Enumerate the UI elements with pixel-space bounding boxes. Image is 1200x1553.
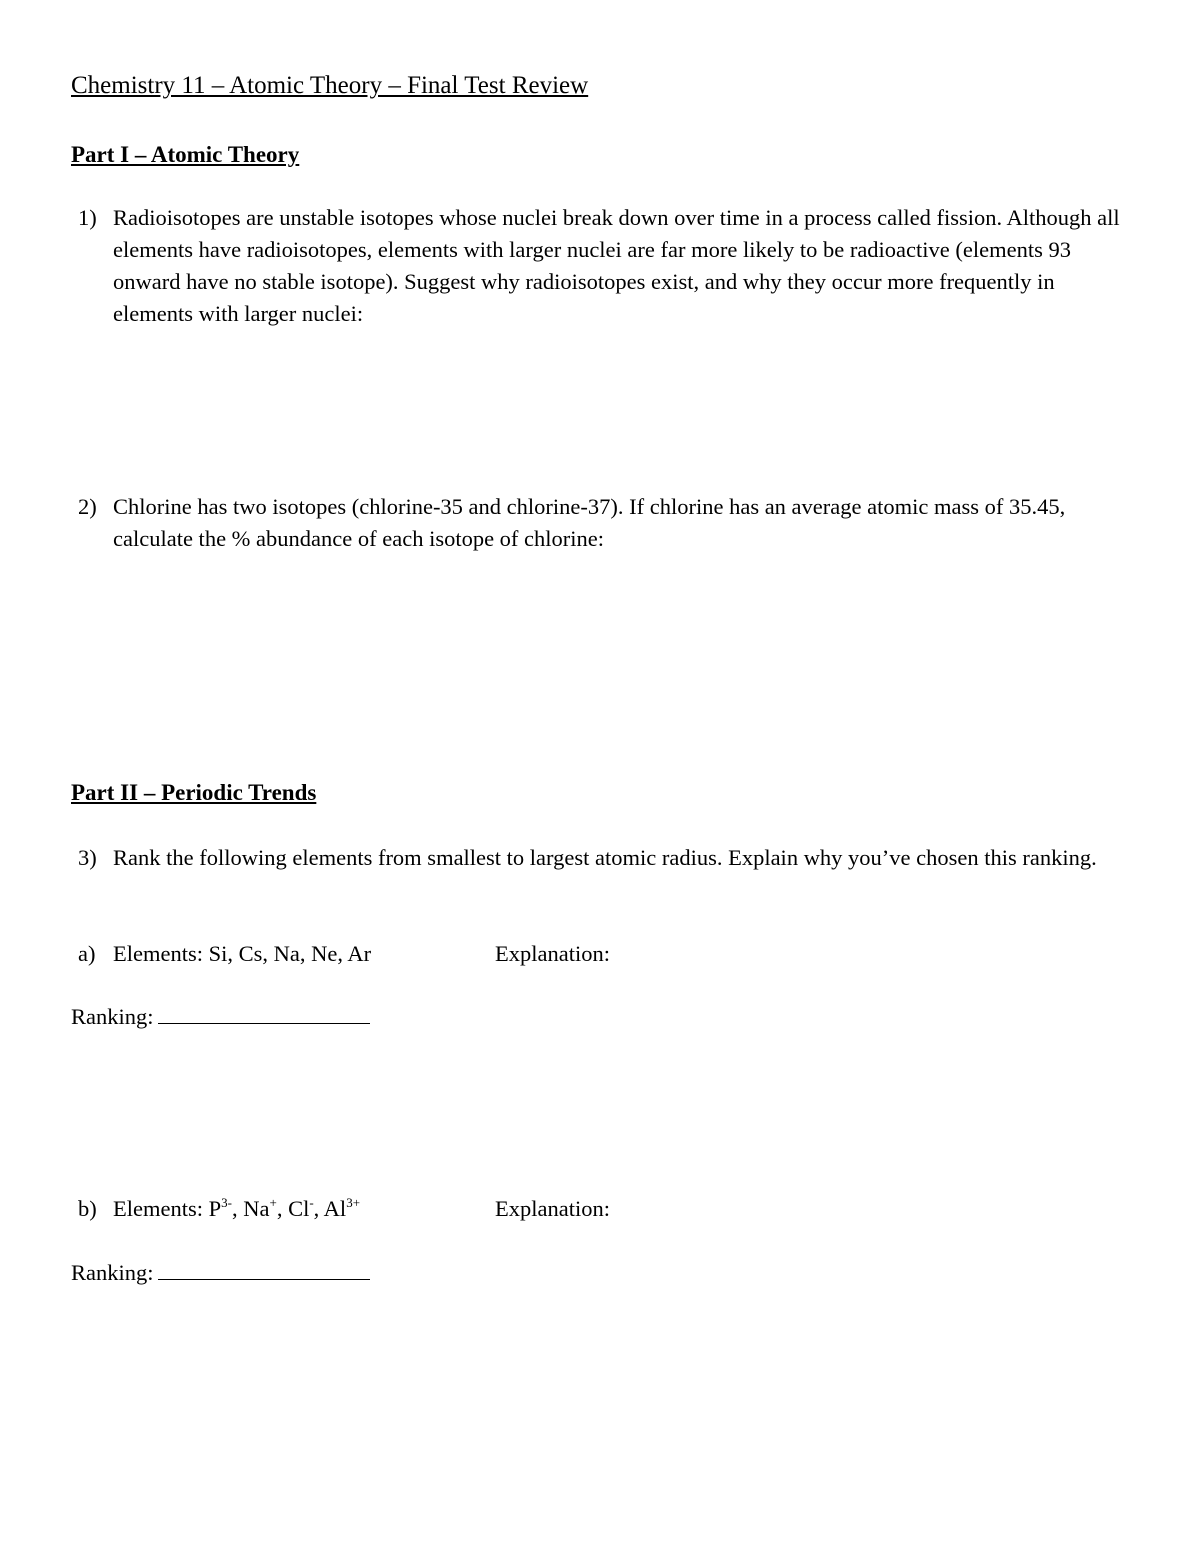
subquestion-b-sep2: , Cl	[276, 1196, 310, 1221]
question-1	[78, 202, 1128, 330]
subquestion-b-ranking	[71, 1257, 370, 1289]
part1-heading: Part I – Atomic Theory	[71, 142, 300, 167]
subquestion-b-sep1: , Na	[231, 1196, 270, 1221]
document-title: Chemistry 11 – Atomic Theory – Final Test Review	[71, 72, 589, 99]
question-3	[78, 842, 1128, 874]
question-2	[78, 491, 1128, 555]
subquestion-a-explanation-label: Explanation:	[495, 941, 610, 966]
subquestion-b-sep3: , Al	[313, 1196, 347, 1221]
question-1-text: Radioisotopes are unstable isotopes whose nuclei break down over time in a process called fission. Although all elements have radioisotopes, elements with larger nuclei are far more likely to be radioactive (elements 93 onward have no stable isotope). Suggest why radioisotopes exist, and why they occur more frequently in elements with larger nuclei:	[113, 205, 1120, 326]
subquestion-b-ranking-blank[interactable]	[158, 1261, 370, 1280]
subquestion-b-elements-prefix: Elements: P	[113, 1196, 222, 1221]
subquestion-a-label: a)	[78, 941, 96, 966]
subquestion-b-explanation-label: Explanation:	[495, 1196, 610, 1221]
question-3-number: 3)	[78, 845, 97, 870]
part2-heading: Part II – Periodic Trends	[71, 780, 317, 805]
subquestion-a-elements: Elements: Si, Cs, Na, Ne, Ar	[113, 941, 372, 966]
ion-p-charge: 3-	[221, 1195, 232, 1210]
ion-na-charge: +	[269, 1195, 277, 1210]
ion-al-charge: 3+	[346, 1195, 361, 1210]
subquestion-a-ranking-blank[interactable]	[158, 1005, 370, 1024]
ion-cl-charge: -	[309, 1195, 314, 1210]
question-1-number: 1)	[78, 205, 97, 230]
subquestion-a-ranking-label: Ranking:	[71, 1004, 154, 1029]
question-2-number: 2)	[78, 494, 97, 519]
subquestion-b-ranking-label: Ranking:	[71, 1260, 154, 1285]
subquestion-a-ranking	[71, 1001, 370, 1033]
question-3-text: Rank the following elements from smallest to largest atomic radius. Explain why you’ve chosen this ranking.	[113, 845, 1097, 870]
subquestion-b-elements	[113, 1193, 360, 1225]
subquestion-b-label: b)	[78, 1196, 97, 1221]
question-2-text: Chlorine has two isotopes (chlorine-35 and chlorine-37). If chlorine has an average atomic mass of 35.45, calculate the % abundance of each isotope of chlorine:	[113, 494, 1066, 551]
